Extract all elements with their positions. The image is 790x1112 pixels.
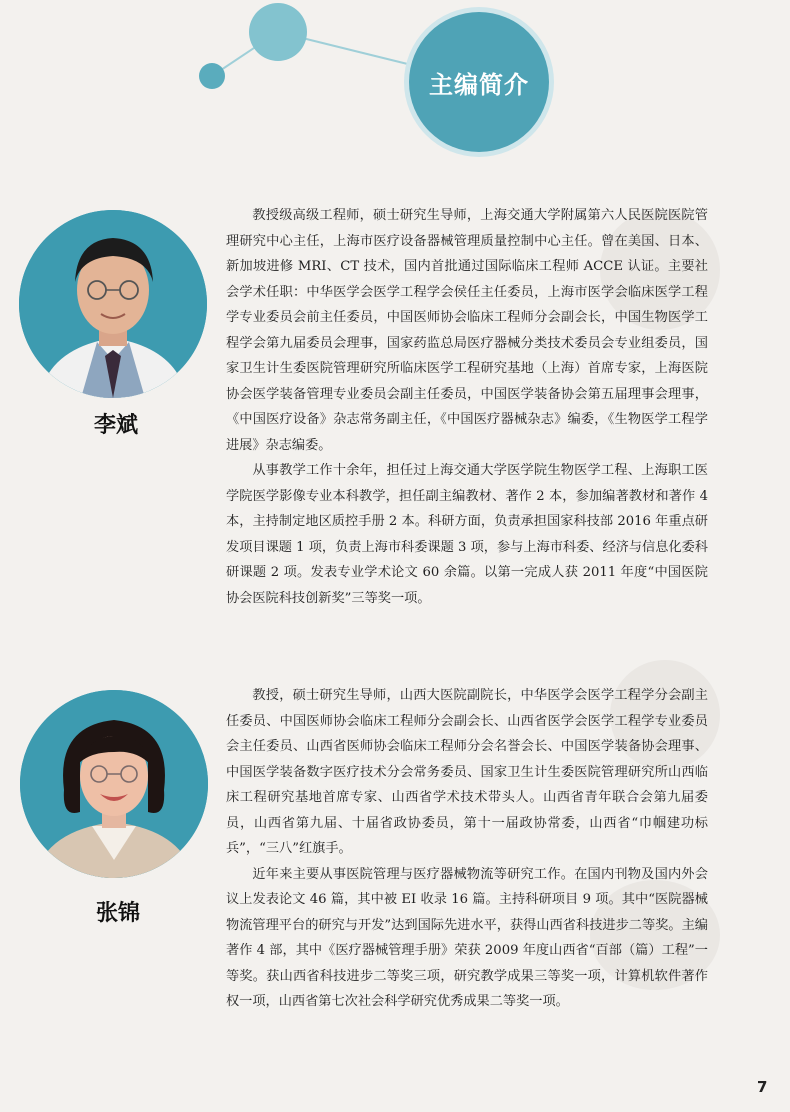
section-title: 主编简介: [429, 70, 529, 99]
bio-paragraph: 教授，硕士研究生导师，山西大医院副院长，中华医学会医学工程学分会副主任委员、中国医师协会临床工程师分会副会长、山西省医学会医学工程学专业委员会主任委员、山西省医师协会临床工程师分会名誉会长、中国医学装备协会理事、中国医学装备数字医疗技术分会常务委员、国家卫生计生委医院管理研究所山西临床工程研究基地首席专家、山西省学术技术带头人。山西省青年联合会第九届委员，山西省第九届、十届省政协委员，第十一届政协常委，山西省“巾帼建功标兵”，“三八”红旗手。: [226, 688, 708, 856]
bio-paragraph: 从事教学工作十余年，担任过上海交通大学医学院生物医学工程、上海职工医学院医学影像专业本科教学，担任副主编教材、著作 2 本，参加编著教材和著作 4 本，主持制定地区质控手册 2 本。科研方面，负责承担国家科技部 2016 年重点研发项目课题 1 项，负责上海市科委课题 3 项，参与上海市科委、经济与信息化委科研课题 2 项。发表专业学术论文 60 余篇。以第一完成人获 2011 年度“中国医院协会医院科技创新奖”三等奖一项。: [226, 463, 708, 606]
editor-2-name: 张锦: [96, 901, 141, 926]
editor-1-name: 李斌: [94, 413, 139, 438]
editor-2-bio: [226, 683, 708, 1015]
man-portrait-icon: [19, 210, 207, 398]
decor-dot-small: [199, 63, 225, 89]
bio-paragraph: 近年来主要从事医院管理与医疗器械物流等研究工作。在国内刊物及国内外会议上发表论文 46 篇，其中被 EI 收录 16 篇。主持科研项目 9 项。其中“医院器械物流管理平台的研究与开发”达到国际先进水平，获得山西省科技进步二等奖。主编著作 4 部，其中《医疗器械管理手册》荣获 2009 年度山西省“百部（篇）工程”一等奖。获山西省科技进步二等奖三项，研究教学成果三等奖一项，计算机软件著作权一项，山西省第七次社会科学研究优秀成果二等奖一项。: [226, 866, 708, 1009]
portrait-editor-2: [20, 690, 208, 878]
editor-1-bio: [226, 203, 708, 611]
woman-portrait-icon: [20, 690, 208, 878]
header-connector-lines: [0, 0, 790, 160]
bio-paragraph: 教授级高级工程师，硕士研究生导师，上海交通大学附属第六人民医院医院管理研究中心主任，上海市医疗设备器械管理质量控制中心主任。曾在美国、日本、新加坡进修 MRI、CT 技术，国内首批通过国际临床工程师 ACCE 认证。主要社会学术任职：中华医学会医学工程学会侯任主任委员，上海市医学会临床医学工程学专业委员会前主任委员，中国医师协会临床工程师分会副会长，中国生物医学工程学会第九届委员会理事，国家药监总局医疗器械分类技术委员会专业组委员，国家卫生计生委医院管理研究所临床医学工程研究基地（上海）首席专家，上海医院协会医学装备管理专业委员会副主任委员，中国医学装备协会第五届理事会理事，《中国医疗设备》杂志常务副主任，《中国医疗器械杂志》编委，《生物医学工程学进展》杂志编委。: [226, 208, 708, 453]
page-number: 7: [757, 1078, 768, 1096]
section-title-badge: [409, 12, 549, 152]
portrait-editor-1: [19, 210, 207, 398]
decor-dot-large: [249, 3, 307, 61]
